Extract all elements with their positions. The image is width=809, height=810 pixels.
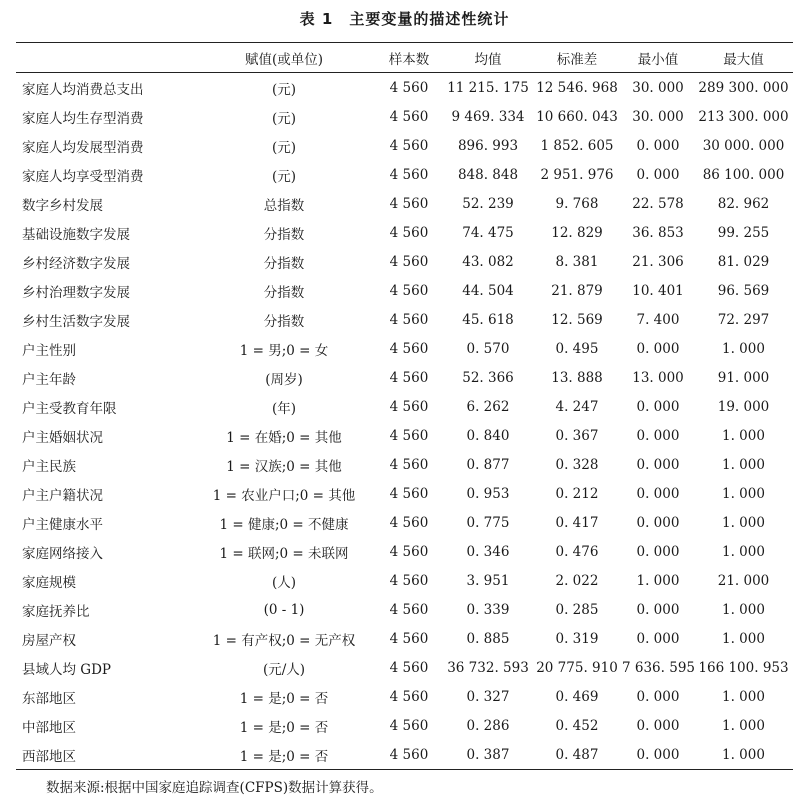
cell-max: 86 100. 000 [702,166,785,183]
table-title: 表 1 主要变量的描述性统计 [299,10,510,28]
cell-mean: 45. 618 [462,311,514,328]
cell-mean: 52. 366 [462,369,514,386]
data-source-note: 数据来源:根据中国家庭追踪调查(CFPS)数据计算获得。 [46,780,383,796]
cell-assignment: 1 = 是;0 = 否 [239,748,329,765]
cell-assignment: (元) [271,168,297,185]
cell-mean: 36 732. 593 [447,659,529,676]
cell-assignment: (0 - 1) [263,601,305,618]
cell-variable-name: 家庭人均享受型消费 [22,168,144,185]
table-row [16,247,793,276]
cell-max: 1. 000 [722,746,765,763]
cell-variable-name: 家庭人均生存型消费 [22,110,144,127]
cell-variable-name: 乡村经济数字发展 [22,255,130,272]
cell-assignment: 1 = 男;0 = 女 [239,342,329,359]
cell-sample-size: 4 560 [389,427,429,444]
cell-min: 0. 000 [636,688,680,705]
cell-max: 81. 029 [717,253,770,270]
cell-min: 36. 853 [632,224,684,241]
cell-max: 289 300. 000 [698,79,789,96]
cell-assignment: 分指数 [263,226,305,243]
cell-min: 13. 000 [632,369,684,386]
cell-variable-name: 户主年龄 [22,371,76,388]
cell-max: 30 000. 000 [702,137,785,154]
table-row [16,508,793,537]
cell-variable-name: 户主健康水平 [22,516,103,533]
cell-variable-name: 家庭规模 [22,574,76,591]
table-row [16,566,793,595]
cell-std-dev: 0. 476 [555,543,599,560]
cell-sample-size: 4 560 [389,166,429,183]
cell-std-dev: 0. 452 [555,717,599,734]
cell-sample-size: 4 560 [389,79,429,96]
table-row [16,711,793,740]
statistics-table-container [16,42,793,770]
cell-min: 21. 306 [632,253,684,270]
cell-std-dev: 0. 495 [555,340,599,357]
header-std-dev: 标准差 [556,51,598,68]
cell-mean: 52. 239 [462,195,514,212]
table-row [16,537,793,566]
cell-mean: 9 469. 334 [451,108,525,125]
cell-std-dev: 0. 319 [555,630,599,647]
cell-std-dev: 4. 247 [555,398,599,415]
cell-variable-name: 户主婚姻状况 [22,429,103,446]
header-mean: 均值 [474,51,502,68]
cell-std-dev: 21. 879 [551,282,603,299]
header-min: 最小值 [637,51,679,68]
cell-sample-size: 4 560 [389,456,429,473]
header-sample-size: 样本数 [388,51,430,68]
cell-max: 1. 000 [722,630,765,647]
cell-sample-size: 4 560 [389,601,429,618]
cell-max: 1. 000 [722,688,765,705]
cell-min: 7 636. 595 [622,659,695,676]
cell-sample-size: 4 560 [389,137,429,154]
table-row [16,624,793,653]
descriptive-statistics-table [16,42,793,770]
cell-variable-name: 基础设施数字发展 [22,226,130,243]
cell-std-dev: 0. 417 [555,514,599,531]
cell-min: 0. 000 [636,398,680,415]
cell-assignment: 1 = 联网;0 = 未联网 [219,545,349,562]
cell-std-dev: 13. 888 [551,369,603,386]
cell-std-dev: 0. 285 [555,601,599,618]
cell-variable-name: 中部地区 [22,719,76,736]
cell-assignment: 1 = 是;0 = 否 [239,719,329,736]
cell-sample-size: 4 560 [389,369,429,386]
cell-mean: 74. 475 [462,224,514,241]
header-assignment: 赋值(或单位) [244,51,324,68]
cell-variable-name: 户主性别 [22,342,76,359]
cell-std-dev: 2 951. 976 [540,166,614,183]
table-row [16,479,793,508]
cell-std-dev: 12 546. 968 [536,79,618,96]
cell-assignment: 分指数 [263,284,305,301]
table-row [16,421,793,450]
cell-max: 1. 000 [722,340,765,357]
cell-sample-size: 4 560 [389,253,429,270]
cell-mean: 44. 504 [462,282,514,299]
table-row [16,392,793,421]
cell-sample-size: 4 560 [389,514,429,531]
table-row [16,218,793,247]
cell-mean: 0. 327 [466,688,510,705]
cell-mean: 43. 082 [462,253,514,270]
cell-min: 0. 000 [636,137,680,154]
cell-max: 1. 000 [722,514,765,531]
cell-assignment: 分指数 [263,255,305,272]
cell-min: 10. 401 [632,282,684,299]
cell-assignment: (元) [271,139,297,156]
cell-sample-size: 4 560 [389,485,429,502]
cell-sample-size: 4 560 [389,717,429,734]
cell-assignment: 1 = 农业户口;0 = 其他 [212,487,356,504]
cell-variable-name: 家庭抚养比 [22,603,90,620]
cell-max: 213 300. 000 [698,108,789,125]
cell-variable-name: 家庭人均消费总支出 [22,81,144,98]
cell-assignment: (元) [271,110,297,127]
cell-assignment: 总指数 [263,197,305,214]
cell-std-dev: 2. 022 [555,572,599,589]
cell-assignment: (人) [271,574,297,591]
cell-variable-name: 户主受教育年限 [22,400,117,417]
cell-std-dev: 0. 469 [555,688,599,705]
cell-min: 0. 000 [636,717,680,734]
cell-std-dev: 10 660. 043 [536,108,618,125]
cell-sample-size: 4 560 [389,108,429,125]
cell-assignment: 1 = 是;0 = 否 [239,690,329,707]
cell-assignment: 1 = 有产权;0 = 无产权 [212,632,356,649]
cell-sample-size: 4 560 [389,659,429,676]
cell-mean: 0. 877 [466,456,510,473]
table-row [16,305,793,334]
cell-mean: 848. 848 [457,166,519,183]
cell-std-dev: 0. 328 [555,456,599,473]
cell-min: 0. 000 [636,601,680,618]
cell-variable-name: 东部地区 [22,690,76,707]
cell-min: 0. 000 [636,166,680,183]
cell-min: 0. 000 [636,746,680,763]
table-row [16,131,793,160]
header-max: 最大值 [723,51,764,68]
cell-variable-name: 房屋产权 [22,632,76,649]
cell-variable-name: 乡村治理数字发展 [22,284,130,301]
cell-assignment: (周岁) [265,371,303,388]
cell-mean: 0. 953 [466,485,510,502]
table-row [16,276,793,305]
cell-max: 166 100. 953 [698,659,789,676]
cell-max: 1. 000 [722,456,765,473]
cell-sample-size: 4 560 [389,746,429,763]
cell-std-dev: 0. 487 [555,746,599,763]
cell-std-dev: 1 852. 605 [540,137,614,154]
cell-assignment: (元) [271,81,297,98]
cell-mean: 3. 951 [466,572,510,589]
cell-variable-name: 户主户籍状况 [22,487,103,504]
cell-assignment: 分指数 [263,313,305,330]
cell-sample-size: 4 560 [389,630,429,647]
cell-mean: 6. 262 [466,398,510,415]
cell-min: 30. 000 [632,108,684,125]
cell-min: 0. 000 [636,543,680,560]
table-row [16,160,793,189]
cell-max: 1. 000 [722,543,765,560]
cell-sample-size: 4 560 [389,572,429,589]
cell-assignment: (年) [271,400,297,417]
table-row [16,102,793,131]
table-row [16,450,793,479]
cell-sample-size: 4 560 [389,543,429,560]
table-row [16,363,793,392]
cell-variable-name: 家庭人均发展型消费 [22,139,144,156]
table-header-row [16,43,793,73]
cell-max: 96. 569 [717,282,770,299]
cell-variable-name: 县域人均 GDP [22,661,111,678]
cell-std-dev: 12. 829 [551,224,603,241]
cell-min: 0. 000 [636,456,680,473]
cell-sample-size: 4 560 [389,195,429,212]
cell-max: 99. 255 [717,224,770,241]
cell-variable-name: 数字乡村发展 [22,197,103,214]
cell-sample-size: 4 560 [389,311,429,328]
cell-max: 1. 000 [722,601,765,618]
cell-max: 21. 000 [717,572,770,589]
cell-mean: 0. 840 [466,427,510,444]
cell-assignment: 1 = 在婚;0 = 其他 [226,429,342,446]
cell-max: 1. 000 [722,427,765,444]
header-variable [16,43,194,73]
cell-std-dev: 0. 212 [555,485,599,502]
cell-min: 0. 000 [636,340,680,357]
cell-max: 1. 000 [722,485,765,502]
table-body [16,73,793,770]
table-row [16,334,793,363]
cell-min: 22. 578 [632,195,684,212]
cell-std-dev: 9. 768 [555,195,599,212]
cell-mean: 0. 286 [466,717,510,734]
cell-variable-name: 西部地区 [22,748,76,765]
cell-max: 19. 000 [717,398,770,415]
cell-min: 1. 000 [636,572,680,589]
cell-std-dev: 0. 367 [555,427,599,444]
cell-mean: 0. 387 [466,746,510,763]
cell-variable-name: 户主民族 [22,458,76,475]
cell-min: 0. 000 [636,485,680,502]
table-row [16,595,793,624]
cell-sample-size: 4 560 [389,340,429,357]
cell-min: 0. 000 [636,427,680,444]
cell-sample-size: 4 560 [389,398,429,415]
cell-mean: 0. 346 [466,543,510,560]
cell-max: 1. 000 [722,717,765,734]
cell-mean: 0. 570 [466,340,510,357]
cell-min: 30. 000 [632,79,684,96]
cell-min: 0. 000 [636,514,680,531]
cell-mean: 0. 885 [466,630,510,647]
table-row [16,740,793,770]
cell-max: 91. 000 [717,369,770,386]
table-row [16,73,793,103]
cell-max: 82. 962 [717,195,770,212]
cell-std-dev: 12. 569 [551,311,603,328]
cell-min: 7. 400 [636,311,680,328]
cell-assignment: 1 = 汉族;0 = 其他 [226,458,342,475]
cell-variable-name: 家庭网络接入 [22,545,103,562]
cell-mean: 896. 993 [457,137,519,154]
cell-variable-name: 乡村生活数字发展 [22,313,130,330]
cell-sample-size: 4 560 [389,224,429,241]
cell-min: 0. 000 [636,630,680,647]
table-row [16,189,793,218]
cell-sample-size: 4 560 [389,282,429,299]
cell-sample-size: 4 560 [389,688,429,705]
cell-mean: 11 215. 175 [447,79,529,96]
cell-assignment: (元/人) [262,661,306,678]
table-row [16,682,793,711]
table-row [16,653,793,682]
cell-mean: 0. 775 [466,514,510,531]
cell-mean: 0. 339 [466,601,510,618]
cell-std-dev: 20 775. 910 [536,659,618,676]
cell-assignment: 1 = 健康;0 = 不健康 [219,516,349,533]
cell-std-dev: 8. 381 [555,253,599,270]
cell-max: 72. 297 [717,311,770,328]
